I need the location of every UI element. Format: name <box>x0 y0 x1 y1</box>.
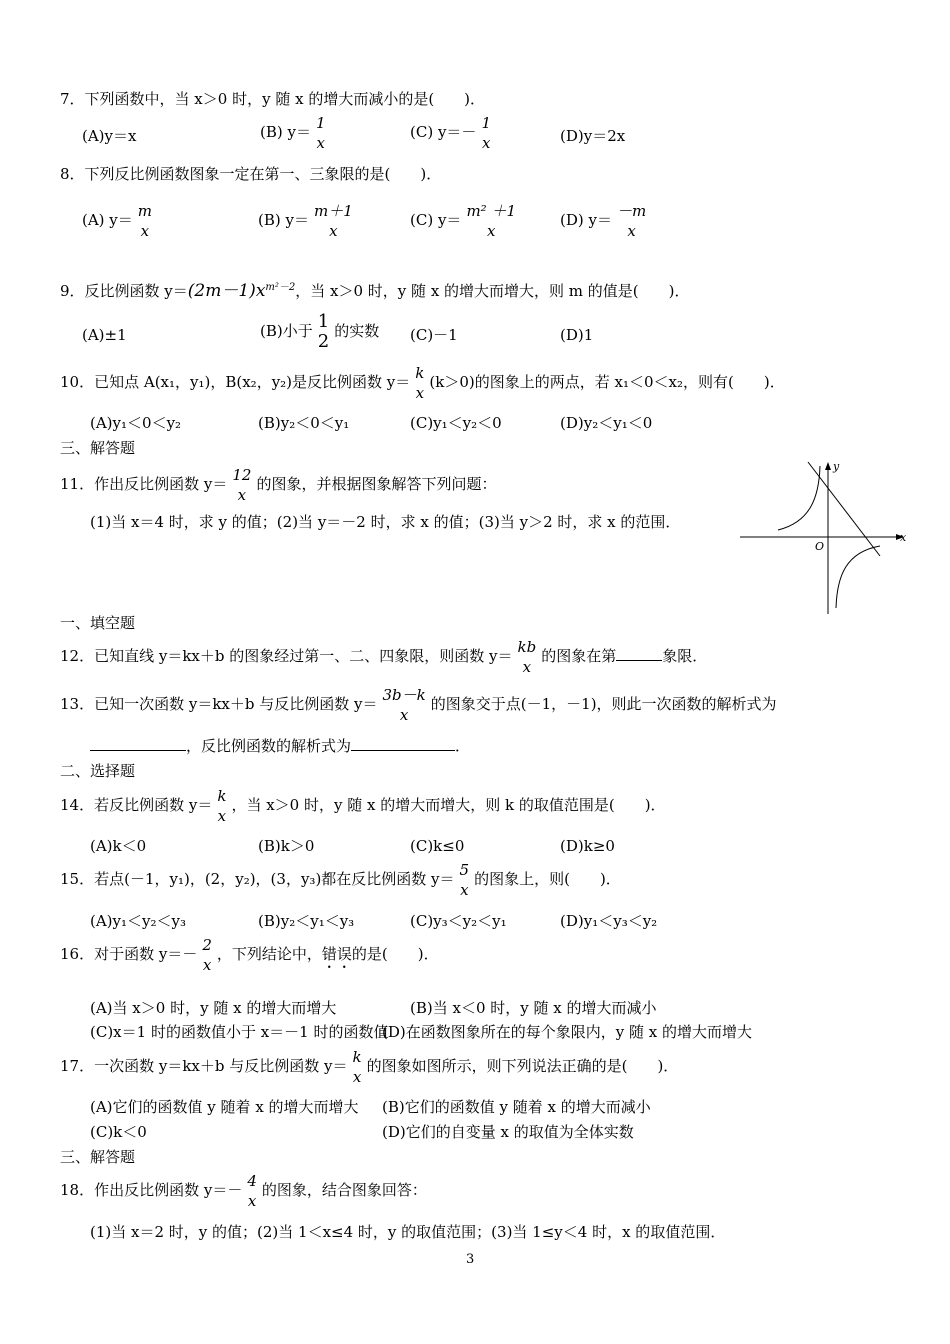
section-heading-fill-blank: 一、填空题 <box>60 614 136 632</box>
function-graph <box>740 458 910 618</box>
q16-option-d: (D)在函数图象所在的每个象限内，y 随 x 的增大而增大 <box>382 1023 752 1041</box>
q9-option-b <box>260 312 379 352</box>
q9-stem <box>60 278 690 301</box>
section-heading-answer-2: 三、解答题 <box>60 1148 136 1166</box>
q7-option-d: (D)y＝2x <box>560 127 626 145</box>
q16-stem-suffix: 的是( )． <box>351 945 439 963</box>
q13-stem-suffix: 的图象交于点(－1，－1)，则此一次函数的解析式为 <box>430 695 777 713</box>
q17-stem-prefix: 17．一次函数 y＝kx＋b 与反比例函数 y＝ <box>60 1057 348 1075</box>
q14-stem-suffix: ，当 x＞0 时，y 随 x 的增大而增大，则 k 的取值范围是( )． <box>231 796 666 814</box>
q9-option-c: (C)－1 <box>410 326 458 344</box>
y-axis-label: y <box>833 460 840 473</box>
y-axis-arrow <box>825 462 831 470</box>
q9-stem-suffix: ，当 x＞0 时，y 随 x 的增大而增大，则 m 的值是( )． <box>295 282 690 300</box>
q17-fraction: k x <box>352 1048 362 1086</box>
q15-fraction: 5 x <box>459 861 470 899</box>
q8-option-b <box>258 201 358 241</box>
q10-option-b: (B)y₂＜0＜y₁ <box>258 414 350 432</box>
q16-option-a: (A)当 x＞0 时，y 随 x 的增大而增大 <box>90 999 337 1017</box>
q12-stem-suffix: 象限． <box>662 647 708 665</box>
q14-option-d: (D)k≥0 <box>560 837 615 855</box>
q12-stem-middle: 的图象在第 <box>541 647 617 665</box>
q9-option-a: (A)±1 <box>82 326 127 344</box>
q10-option-c: (C)y₁＜y₂＜0 <box>410 414 502 432</box>
q15-option-a: (A)y₁＜y₂＜y₃ <box>90 912 186 930</box>
q17-option-b: (B)它们的函数值 y 随着 x 的增大而减小 <box>382 1098 651 1116</box>
q17-option-a: (A)它们的函数值 y 随着 x 的增大而增大 <box>90 1098 359 1116</box>
q18-stem <box>60 1171 427 1211</box>
q14-option-a: (A)k＜0 <box>90 837 147 855</box>
hyperbola-branch-lower-right <box>836 546 880 608</box>
q14-stem <box>60 786 666 826</box>
q9-exponent: m²－2 <box>265 282 296 293</box>
q14-option-b: (B)k＞0 <box>258 837 315 855</box>
q10-stem <box>60 363 785 403</box>
q16-stem <box>60 935 439 975</box>
q10-option-d: (D)y₂＜y₁＜0 <box>560 414 653 432</box>
q11-stem <box>60 465 496 505</box>
q9-expression: (2m－1)x <box>187 281 266 301</box>
q9-b-fraction: 1 2 <box>317 311 330 352</box>
q8-option-c <box>410 201 521 241</box>
q13-stem-prefix: 13．已知一次函数 y＝kx＋b 与反比例函数 y＝ <box>60 695 378 713</box>
q7-b-fraction: 1 x <box>315 114 326 152</box>
q12-stem-prefix: 12．已知直线 y＝kx＋b 的图象经过第一、二、四象限，则函数 y＝ <box>60 647 513 665</box>
q13-answer-line <box>90 736 470 756</box>
q10-stem-suffix: (k＞0)的图象上的两点，若 x₁＜0＜x₂，则有( )． <box>429 373 785 391</box>
q7-option-a: (A)y＝x <box>82 127 137 145</box>
q16-stem-prefix: 16．对于函数 y＝－ <box>60 945 198 963</box>
q13-stem <box>60 685 777 725</box>
q7-c-prefix: (C) y＝－ <box>410 123 477 141</box>
q7-option-b <box>260 113 331 153</box>
q18-subquestions: (1)当 x＝2 时，y 的值；(2)当 1＜x≤4 时，y 的取值范围；(3)当 1≤y＜4 时，x 的取值范围． <box>90 1223 726 1241</box>
q12-answer-blank[interactable] <box>616 646 662 661</box>
q15-stem <box>60 860 621 900</box>
q9-b-suffix: 的实数 <box>334 322 380 340</box>
q7-c-fraction: 1 x <box>481 114 491 152</box>
hyperbola-branch-upper-left <box>778 466 820 530</box>
q10-option-a: (A)y₁＜0＜y₂ <box>90 414 182 432</box>
q16-option-b: (B)当 x＜0 时，y 随 x 的增大而减小 <box>410 999 657 1017</box>
q16-stem-middle: ，下列结论中， <box>216 945 322 963</box>
q18-stem-suffix: 的图象，结合图象回答： <box>261 1181 427 1199</box>
q11-stem-suffix: 的图象，并根据图象解答下列问题： <box>256 475 497 493</box>
q18-stem-prefix: 18．作出反比例函数 y＝－ <box>60 1181 243 1199</box>
q8-stem: 8．下列反比例函数图象一定在第一、三象限的是( )． <box>60 165 442 183</box>
origin-label: O <box>815 540 825 553</box>
q8-c-fraction: m² ＋1 x <box>466 202 516 240</box>
q15-stem-prefix: 15．若点(－1，y₁)，(2，y₂)，(3，y₃)都在反比例函数 y＝ <box>60 870 455 888</box>
q16-emphasis: 错误 <box>321 945 352 963</box>
q14-stem-prefix: 14．若反比例函数 y＝ <box>60 796 213 814</box>
q8-option-d <box>560 201 651 241</box>
q8-b-prefix: (B) y＝ <box>258 211 309 229</box>
q8-a-fraction: m x <box>137 202 153 240</box>
q8-d-prefix: (D) y＝ <box>560 211 612 229</box>
q13-line2-text: ，反比例函数的解析式为 <box>186 737 352 755</box>
q8-d-fraction: －m x <box>616 202 647 240</box>
q12-stem <box>60 637 707 677</box>
section-heading-choice: 二、选择题 <box>60 762 136 780</box>
q7-b-prefix: (B) y＝ <box>260 123 311 141</box>
q15-option-d: (D)y₁＜y₃＜y₂ <box>560 912 658 930</box>
q9-stem-prefix: 9．反比例函数 y＝ <box>60 282 188 300</box>
q7-option-c <box>410 113 496 153</box>
q11-subquestions: (1)当 x＝4 时，求 y 的值；(2)当 y＝－2 时，求 x 的值；(3)当 y＞2 时，求 x 的范围． <box>90 513 681 531</box>
q17-stem-suffix: 的图象如图所示，则下列说法正确的是( )． <box>366 1057 679 1075</box>
q8-a-prefix: (A) y＝ <box>82 211 133 229</box>
q18-fraction: 4 x <box>247 1172 257 1210</box>
q11-fraction: 12 x <box>232 466 252 504</box>
page-number: 3 <box>466 1252 475 1267</box>
q17-stem <box>60 1047 678 1087</box>
q13-line2-end: ． <box>455 737 471 755</box>
section-heading-answer-1: 三、解答题 <box>60 439 136 457</box>
q13-fraction: 3b－k x <box>382 686 426 724</box>
q10-stem-prefix: 10．已知点 A(x₁，y₁)，B(x₂，y₂)是反比例函数 y＝ <box>60 373 411 391</box>
q16-option-c: (C)x＝1 时的函数值小于 x＝－1 时的函数值 <box>90 1023 389 1041</box>
q8-option-a <box>82 201 157 241</box>
q17-option-d: (D)它们的自变量 x 的取值为全体实数 <box>382 1123 634 1141</box>
q12-fraction: kb x <box>517 638 537 676</box>
q15-option-c: (C)y₃＜y₂＜y₁ <box>410 912 507 930</box>
q15-stem-suffix: 的图象上，则( )． <box>474 870 621 888</box>
q16-fraction: 2 x <box>202 936 212 974</box>
q14-option-c: (C)k≤0 <box>410 837 465 855</box>
x-axis-label: x <box>900 531 907 544</box>
q8-b-fraction: m＋1 x <box>313 202 353 240</box>
q15-option-b: (B)y₂＜y₁＜y₃ <box>258 912 355 930</box>
q7-stem: 7．下列函数中，当 x＞0 时，y 随 x 的增大而减小的是( )． <box>60 90 486 108</box>
q13-linear-answer-blank[interactable] <box>90 736 186 751</box>
q14-fraction: k x <box>217 787 227 825</box>
q10-fraction: k x <box>415 364 425 402</box>
q13-inverse-answer-blank[interactable] <box>351 736 455 751</box>
q11-stem-prefix: 11．作出反比例函数 y＝ <box>60 475 228 493</box>
q9-b-prefix: (B)小于 <box>260 322 313 340</box>
q17-option-c: (C)k＜0 <box>90 1123 147 1141</box>
q9-option-d: (D)1 <box>560 326 594 344</box>
q8-c-prefix: (C) y＝ <box>410 211 462 229</box>
